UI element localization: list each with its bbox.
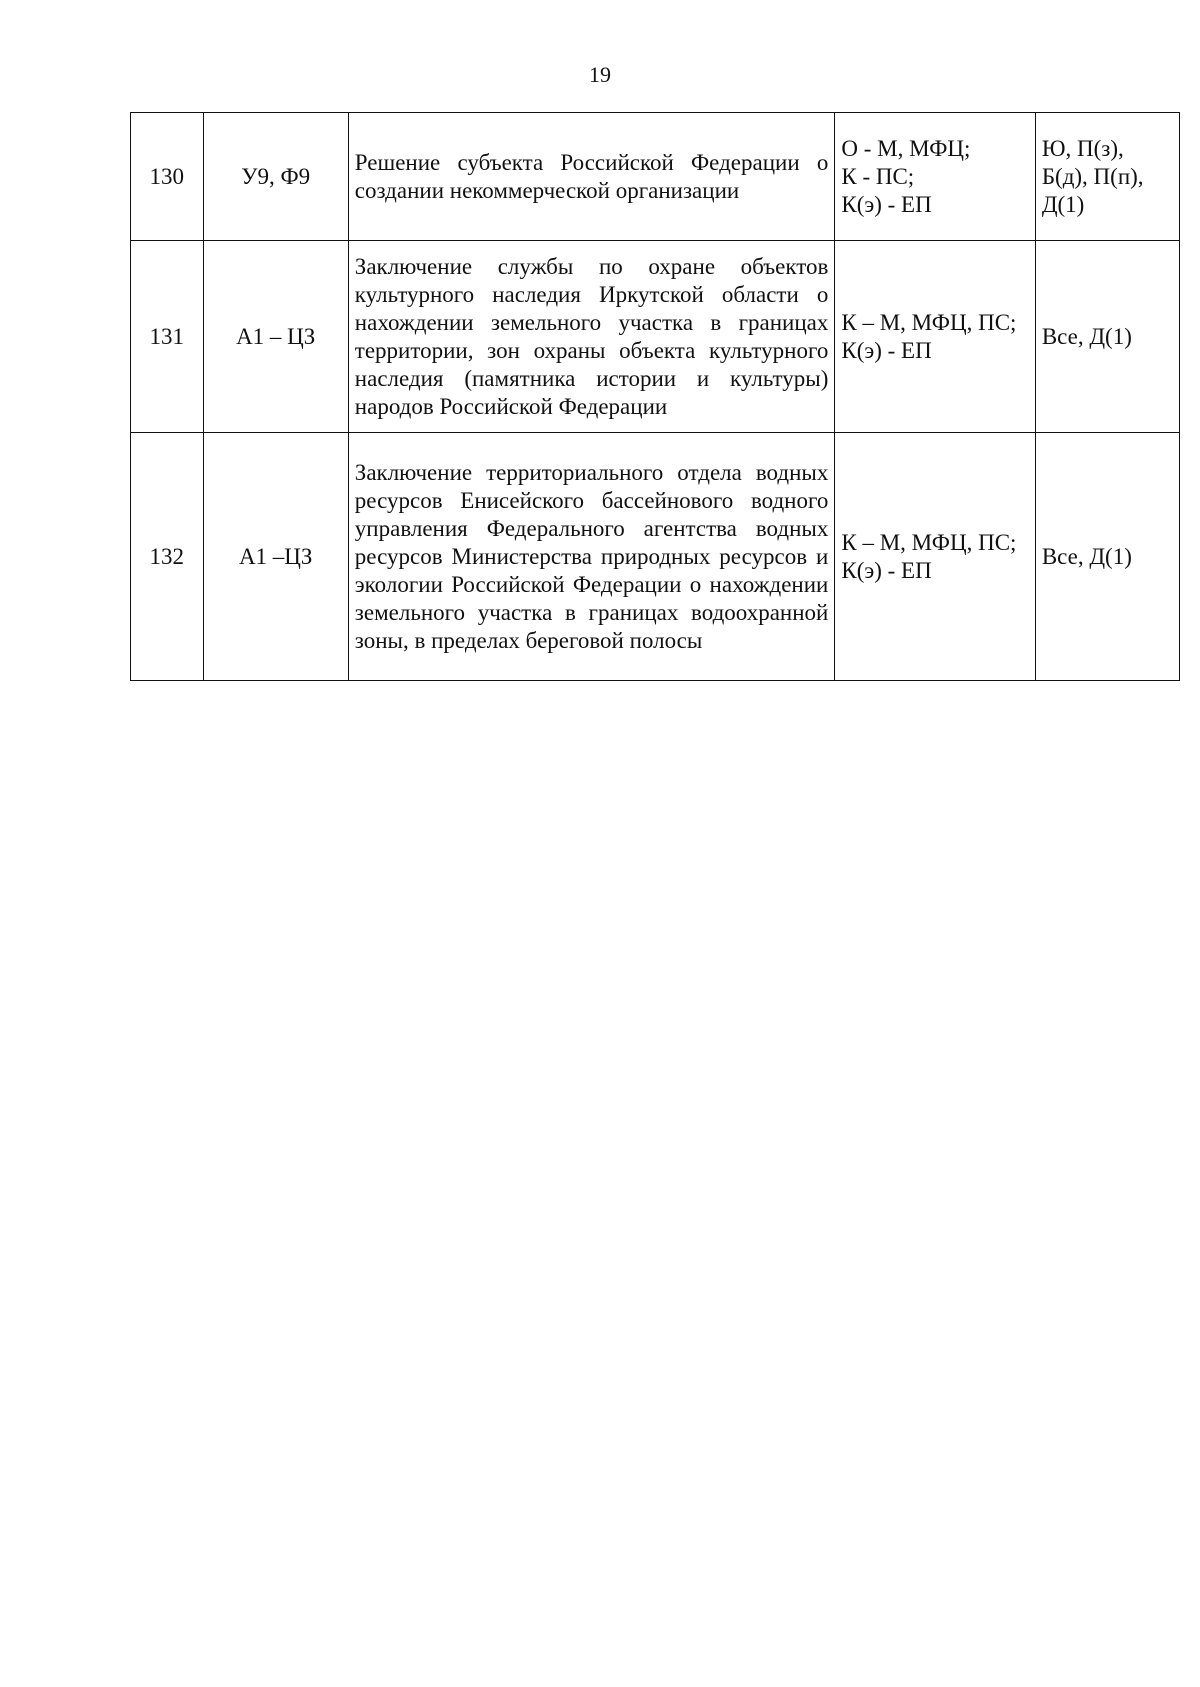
applicant-line: Все, Д(1) xyxy=(1041,543,1132,569)
table-row xyxy=(131,113,1180,241)
row-applicants xyxy=(1035,113,1179,241)
row-code: А1 –ЦЗ xyxy=(203,433,348,681)
row-number: 132 xyxy=(131,433,204,681)
row-description: Заключение территориального отдела водных ресурсов Енисейского бассейнового водного управления Федерального агентства водных ресурсов Министерства природных ресурсов и экологии Российской Федерации о нахождении земельного участка в границах водоохранной зоны, в пределах береговой полосы xyxy=(348,433,835,681)
row-code: А1 – ЦЗ xyxy=(203,241,348,433)
table-row xyxy=(131,241,1180,433)
method-line: К - ПС; xyxy=(841,163,915,189)
method-line: К(э) - ЕП xyxy=(841,191,932,217)
applicant-line: Все, Д(1) xyxy=(1041,323,1132,349)
applicant-line: Д(1) xyxy=(1041,191,1085,217)
row-code: У9, Ф9 xyxy=(203,113,348,241)
row-method xyxy=(835,433,1035,681)
row-number: 130 xyxy=(131,113,204,241)
applicant-line: Ю, П(з), xyxy=(1041,135,1124,161)
row-applicants xyxy=(1035,241,1179,433)
row-description: Заключение службы по охране объектов культурного наследия Иркутской области о нахождении земельного участка в границах территории, зон охраны объекта культурного наследия (памятника истории и культуры) народов Российской Федерации xyxy=(348,241,835,433)
row-description: Решение субъекта Российской Федерации о создании некоммерческой организации xyxy=(348,113,835,241)
method-line: К – М, МФЦ, ПС; xyxy=(841,529,1017,555)
page-number: 19 xyxy=(589,62,611,87)
row-applicants xyxy=(1035,433,1179,681)
applicant-line: Б(д), П(п), xyxy=(1041,163,1144,189)
method-line: К(э) - ЕП xyxy=(841,557,932,583)
method-line: К – М, МФЦ, ПС; xyxy=(841,309,1017,335)
row-number: 131 xyxy=(131,241,204,433)
method-line: О - М, МФЦ; xyxy=(841,135,971,161)
method-line: К(э) - ЕП xyxy=(841,337,932,363)
table-row xyxy=(131,433,1180,681)
row-method xyxy=(835,241,1035,433)
document-table xyxy=(130,112,1180,681)
row-method xyxy=(835,113,1035,241)
